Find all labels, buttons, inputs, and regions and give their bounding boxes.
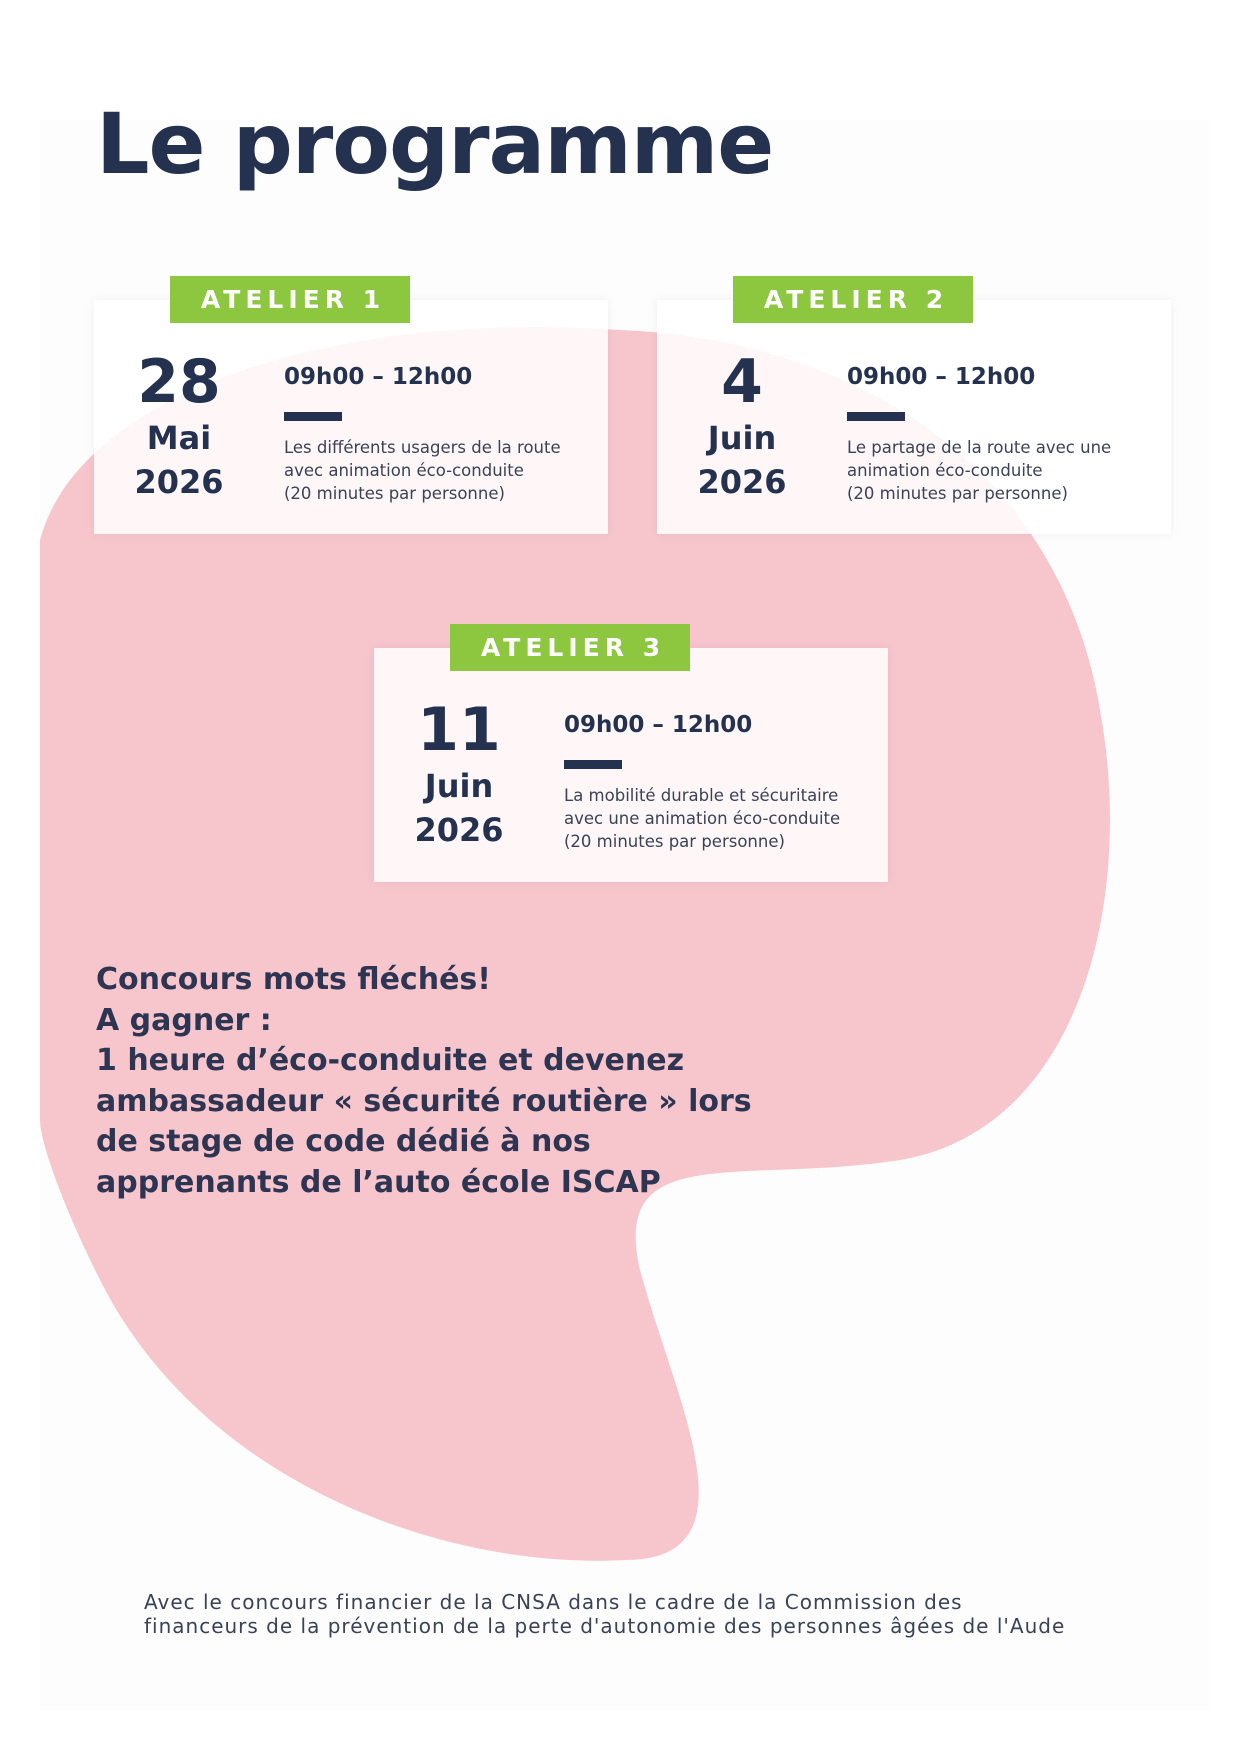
contest-line: Concours mots fléchés! xyxy=(96,962,491,997)
atelier-tag: ATELIER 2 xyxy=(733,276,973,323)
description-line: (20 minutes par personne) xyxy=(847,484,1068,503)
description-line: animation éco-conduite xyxy=(847,461,1043,480)
atelier-time: 09h00 – 12h00 xyxy=(284,364,473,390)
contest-line: ambassadeur « sécurité routière » lors xyxy=(96,1083,752,1119)
atelier-card-3 xyxy=(374,633,888,882)
atelier-date xyxy=(677,347,807,502)
atelier-card-1 xyxy=(94,285,608,534)
description-line: La mobilité durable et sécuritaire xyxy=(564,786,839,805)
description-line: Le partage de la route avec une xyxy=(847,438,1112,457)
atelier-month: Mai xyxy=(146,419,212,457)
atelier-date xyxy=(394,695,524,850)
atelier-month: Juin xyxy=(424,767,494,805)
atelier-description xyxy=(284,436,604,505)
description-line: avec animation éco-conduite xyxy=(284,461,524,480)
contest-announcement xyxy=(96,960,752,1203)
divider-bar xyxy=(847,412,905,421)
description-line: avec une animation éco-conduite xyxy=(564,809,841,828)
description-line: Les différents usagers de la route xyxy=(284,438,561,457)
atelier-tag: ATELIER 1 xyxy=(170,276,410,323)
atelier-date xyxy=(114,347,244,502)
footer-line: financeurs de la prévention de la perte d'autonomie des personnes âgées de l'Aude xyxy=(144,1614,1066,1638)
atelier-day: 4 xyxy=(721,347,763,417)
atelier-tag: ATELIER 3 xyxy=(450,624,690,671)
atelier-year: 2026 xyxy=(697,463,787,501)
page-title: Le programme xyxy=(96,95,774,193)
atelier-description xyxy=(564,784,884,853)
contest-line: de stage de code dédié à nos xyxy=(96,1124,591,1159)
atelier-year: 2026 xyxy=(414,811,504,849)
contest-line: A gagner : xyxy=(96,1002,272,1038)
atelier-year: 2026 xyxy=(134,463,224,501)
atelier-time: 09h00 – 12h00 xyxy=(847,364,1036,390)
funding-footer xyxy=(144,1590,1065,1638)
atelier-month: Juin xyxy=(707,419,777,457)
divider-bar xyxy=(564,760,622,769)
atelier-day: 11 xyxy=(417,695,501,765)
atelier-time: 09h00 – 12h00 xyxy=(564,712,753,738)
footer-line: Avec le concours financier de la CNSA dans le cadre de la Commission des xyxy=(144,1590,963,1614)
contest-line: apprenants de l’auto école ISCAP xyxy=(96,1164,661,1200)
atelier-card-2 xyxy=(657,285,1171,534)
contest-line: 1 heure d’éco-conduite et devenez xyxy=(96,1043,685,1078)
atelier-description xyxy=(847,436,1167,505)
divider-bar xyxy=(284,412,342,421)
description-line: (20 minutes par personne) xyxy=(564,832,785,851)
atelier-day: 28 xyxy=(137,347,221,417)
description-line: (20 minutes par personne) xyxy=(284,484,505,503)
